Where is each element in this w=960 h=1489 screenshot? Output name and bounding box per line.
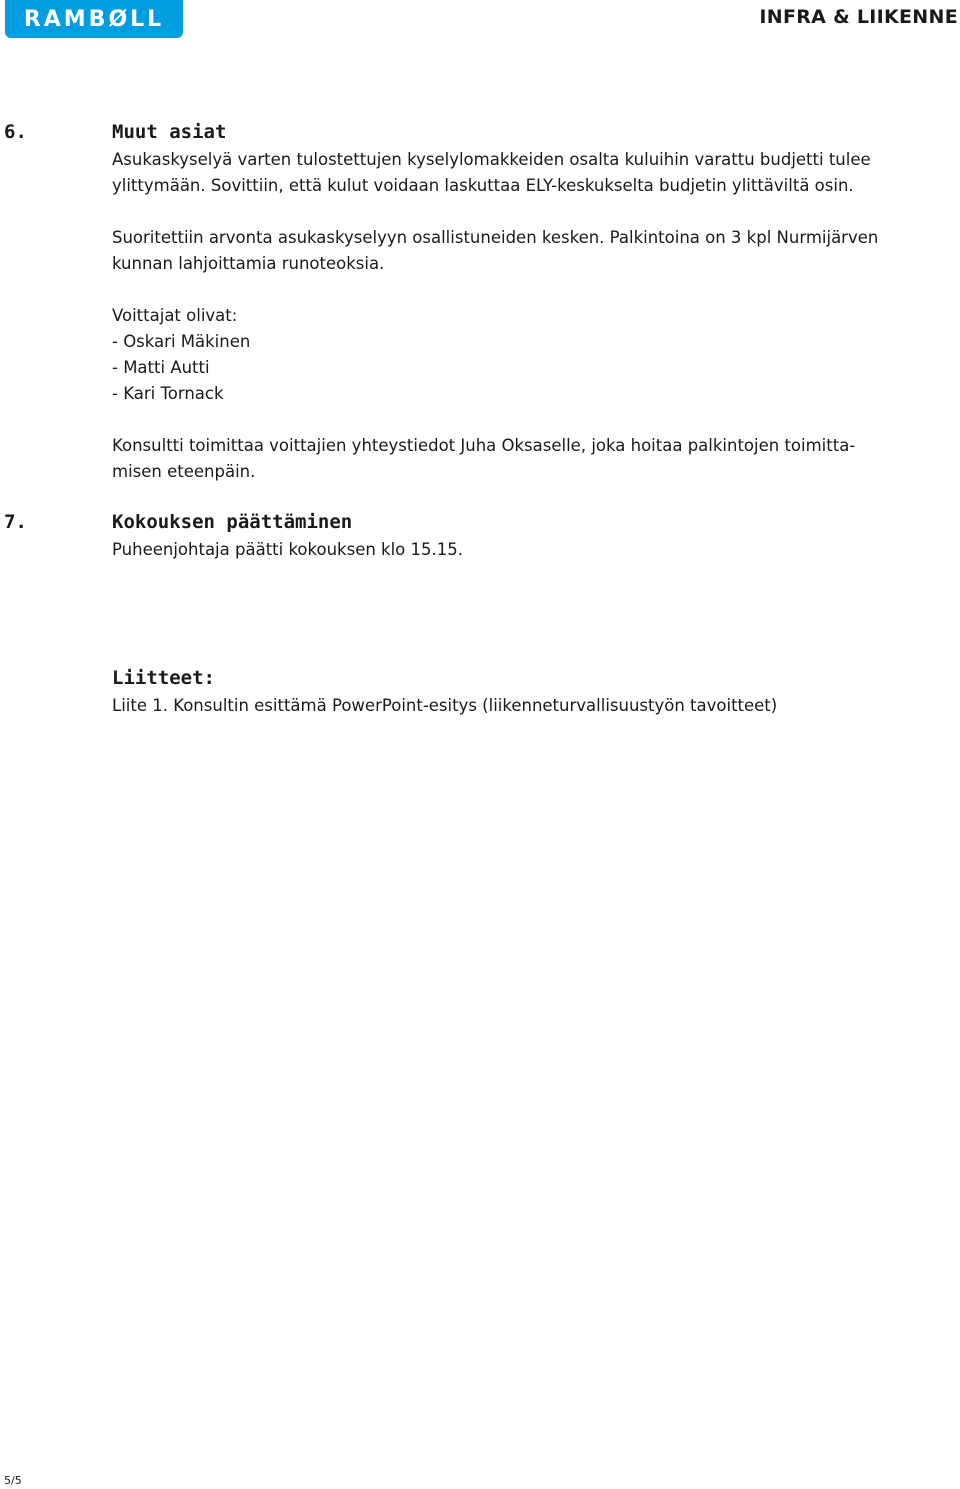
section-7-number: 7. [4, 511, 27, 533]
section-7-title: Kokouksen päättäminen [112, 511, 353, 533]
attachments-title: Liitteet: [112, 667, 215, 689]
winner-item: - Kari Tornack [112, 384, 224, 403]
section-6-para1-line1: Asukaskyselyä varten tulostettujen kyselylomakkeiden osalta kuluihin varattu budjetti tulee [112, 150, 871, 169]
section-6-para1-line2: ylittymään. Sovittiin, että kulut voidaan laskuttaa ELY-keskukselta budjetin ylittäviltä osin. [112, 176, 854, 195]
winners-intro: Voittajat olivat: [112, 306, 238, 325]
ramboll-logo [5, 0, 183, 38]
winner-item: - Matti Autti [112, 358, 210, 377]
section-6-para2-line1: Suoritettiin arvonta asukaskyselyyn osallistuneiden kesken. Palkintoina on 3 kpl Nurmijärven [112, 228, 879, 247]
section-6-para2-line2: kunnan lahjoittamia runoteoksia. [112, 254, 385, 273]
section-6-number: 6. [4, 121, 27, 143]
attachment-item: Liite 1. Konsultin esittämä PowerPoint-esitys (liikenneturvallisuustyön tavoitteet) [112, 696, 778, 715]
logo-text: RAMBØLL [23, 6, 165, 32]
page-number: 5/5 [4, 1474, 22, 1487]
winner-item: - Oskari Mäkinen [112, 332, 251, 351]
section-7-text: Puheenjohtaja päätti kokouksen klo 15.15. [112, 540, 464, 559]
section-6-para3-line2: misen eteenpäin. [112, 462, 256, 481]
section-6-para3-line1: Konsultti toimittaa voittajien yhteystiedot Juha Oksaselle, joka hoitaa palkintojen toimitta- [112, 436, 856, 455]
section-6-title: Muut asiat [112, 121, 227, 143]
division-label: INFRA & LIIKENNE [759, 6, 958, 28]
